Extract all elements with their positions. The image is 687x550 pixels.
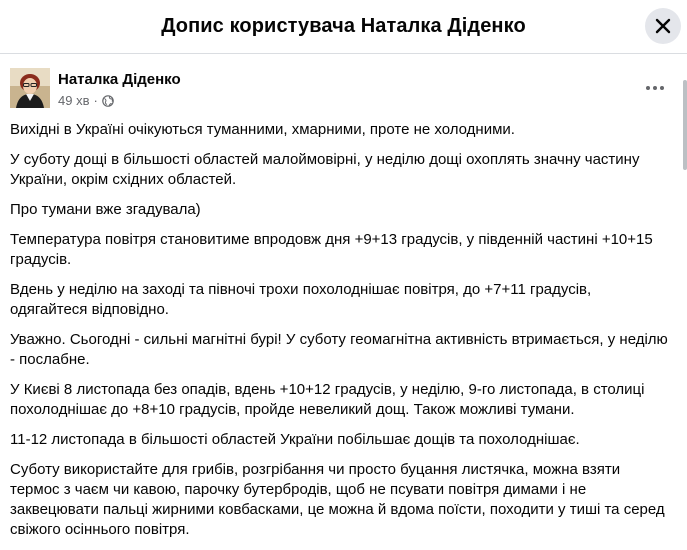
post-paragraph: У суботу дощі в більшості областей малоймовірні, у неділю дощі охоплять значну частину України, окрім східних областей. [10,151,640,188]
dialog-header [0,0,687,54]
post-paragraph: У Києві 8 листопада без опадів, вдень +10+12 градусів, у неділю, 9-го листопада, в столиці похолоднішає до +8+10 градусів, пройде невеликий дощ. Також можливі тумани. [10,381,645,418]
scrollbar-thumb[interactable] [683,80,687,170]
post-meta [58,93,114,108]
post-paragraph: 11-12 листопада в більшості областей України побільшає дощів та похолоднішає. [10,431,580,448]
post-header [10,68,670,112]
author-name[interactable]: Наталка Діденко [58,71,181,88]
globe-icon[interactable] [102,95,114,107]
more-options-button[interactable] [640,74,670,100]
more-icon [645,78,665,96]
post-time[interactable]: 49 хв [58,93,90,108]
post-paragraph: Температура повітря становитиме впродовж дня +9+13 градусів, у південній частині +10+15 градусів. [10,231,653,268]
post-body [10,120,670,550]
meta-separator: · [93,93,98,108]
dialog-title: Допис користувача Наталка Діденко [161,15,526,37]
post-paragraph: Уважно. Сьогодні - сильні магнітні бурі! У суботу геомагнітна активність втримається, у неділю - послабне. [10,331,668,368]
post-paragraph: Про тумани вже згадувала) [10,201,201,218]
post-paragraph: Вдень у неділю на заході та півночі трохи похолоднішає повітря, до +7+11 градусів, одягайтеся відповідно. [10,281,592,318]
close-icon [654,17,672,35]
close-button[interactable] [645,8,681,44]
avatar[interactable] [10,68,50,108]
post-paragraph: Суботу використайте для грибів, розгрібання чи просто буцання листячка, можна взяти термос з чаєм чи кавою, парочку бутербродів, щоб не псувати повітря димами і не заквецювати пальці жирними ковбасками, це можна й вдома поїсти, походити у тиші та серед свіжого осіннього повітря. [10,461,665,538]
post-paragraph: Вихідні в Україні очікуються туманними, хмарними, проте не холодними. [10,121,515,138]
